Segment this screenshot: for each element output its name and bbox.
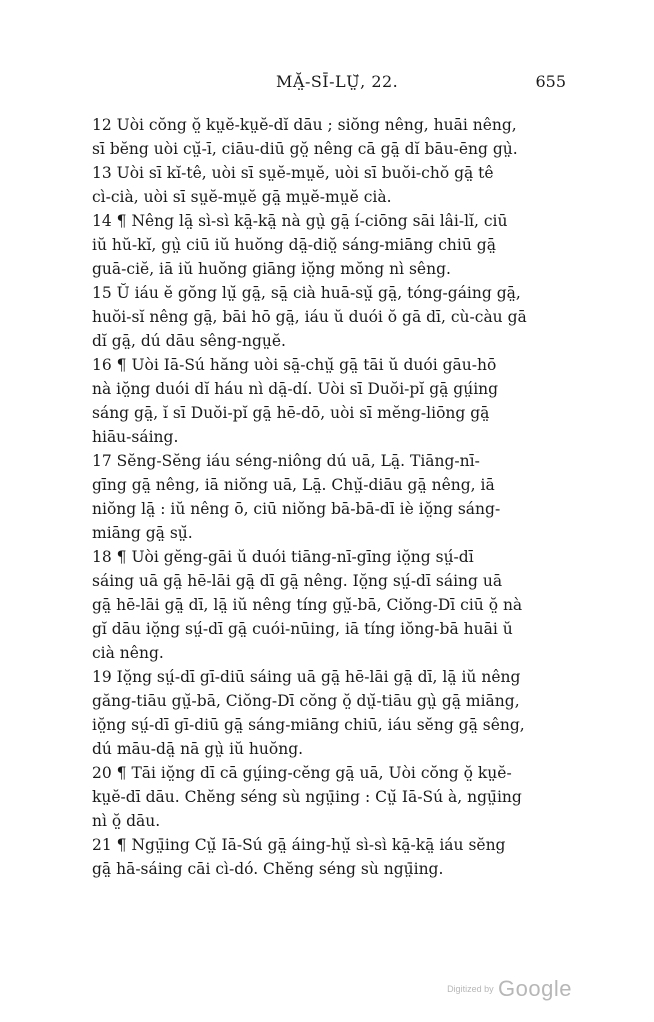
watermark-prefix: Digitized by [447,984,494,994]
verse: 19 Iŏ̤ng sṳ́-dī gī-diū sáing uā gā̤ hē-lāi gā̤ dī, lā̤ iŭ nêng găng-tiāu gṳ̆-bā, Ciŏng-Dī cŏng ŏ̤ dṳ̆-tiāu gṳ̀ gā̤ miāng, iŏ̤ng sṳ́-dī gī-diū gā̤ sáng-miāng chiū, iáu sĕng gā̤ sêng, dú māu-dā̤ nā gṳ̀ iŭ huŏng. [92,668,525,758]
verse: 15 Ŭ iáu ĕ gŏng lṳ̆ gā̤, sā̤ cià huā-sṳ̆ gā̤, tóng-gáing gā̤, huŏi-sĭ nêng gā̤, bāi hō gā̤, iáu ŭ duói ŏ gā dī, cù-càu gā dĭ gā̤, dú dāu sêng-ngṳĕ. [92,284,527,350]
google-logo: Google [498,976,572,1001]
verse: 20 ¶ Tāi iŏ̤ng dī cā gṳ́ing-cĕng gā̤ uā, Uòi cŏng ŏ̤ kṳĕ- kṳĕ-dī dāu. Chĕng séng sù ngṳ̄ing : Cṳ̆ Iā-Sú à, ngṳ̄ing nì ŏ̤ dāu. [92,764,522,830]
page-number: 655 [535,72,566,91]
verse-text [92,113,570,881]
verse: 12 Uòi cŏng ŏ̤ kṳĕ-kṳĕ-dĭ dāu ; siŏng nêng, huāi nêng, sī bĕng uòi cṳ̆-ī, ciāu-diū gŏ̤ nêng cā gā̤ dĭ bāu-ēng gṳ̀. [92,116,518,158]
verse: 18 ¶ Uòi gĕng-gāi ŭ duói tiāng-nī-gīng iŏ̤ng sṳ́-dī sáing uā gā̤ hē-lāi gā̤ dī gā̤ nêng. Iŏ̤ng sṳ́-dī sáing uā gā̤ hē-lāi gā̤ dī, lā̤ iŭ nêng tíng gṳ̆-bā, Ciŏng-Dī ciū ŏ̤ nà gĭ dāu iŏ̤ng sṳ́-dī gā̤ cuói-nūing, iā tíng iŏng-bā huāi ŭ cià nêng. [92,548,523,662]
verse: 14 ¶ Nêng lā̤ sì-sì kā̤-kā̤ nà gṳ̀ gā̤ í-ciōng sāi lâi-lĭ, ciū iŭ hŭ-kĭ, gṳ̀ ciū iŭ huŏng dā̤-diŏ̤ sáng-miāng chiū gā̤ guā-ciĕ, iā iŭ huŏng giāng iŏ̤ng mŏng nì sêng. [92,212,508,278]
running-head: MĂ̤-SĪ-LṲ̆, 22. [276,72,399,91]
verse: 21 ¶ Ngṳ̄ing Cṳ̆ Iā-Sú gā̤ áing-hṳ̆ sì-sì kā̤-kā̤ iáu sĕng gā̤ hā-sáing cāi cì-dó. Chĕng séng sù ngṳ̄ing. [92,836,506,878]
verse: 13 Uòi sī kĭ-tê, uòi sī sṳĕ-mṳĕ, uòi sī buŏi-chŏ gā̤ tê cì-cià, uòi sī sṳĕ-mṳĕ gā̤ mṳĕ-mṳĕ cià. [92,164,494,206]
verse: 17 Sĕng-Sĕng iáu séng-niông dú uā, Lā̤. Tiāng-nī- gīng gā̤ nêng, iā niŏng uā, Lā̤. Chṳ̆-diāu gā̤ nêng, iā niŏng lā̤ : iŭ nêng ō, ciū niŏng bā-bā-dī iè iŏ̤ng sáng- miāng gā̤ sṳ̆. [92,452,501,542]
digitized-by-watermark [447,976,572,1002]
verse: 16 ¶ Uòi Iā-Sú hăng uòi sā̤-chṳ̆ gā̤ tāi ŭ duói gāu-hō nà iŏ̤ng duói dĭ háu nì dā̤-dí. Uòi sī Duŏi-pĭ gā̤ gṳ́ing sáng gā̤, ĭ sī Duŏi-pĭ gā̤ hē-dō, uòi sī mĕng-liōng gā̤ hiāu-sáing. [92,356,499,446]
page-header [0,72,654,96]
